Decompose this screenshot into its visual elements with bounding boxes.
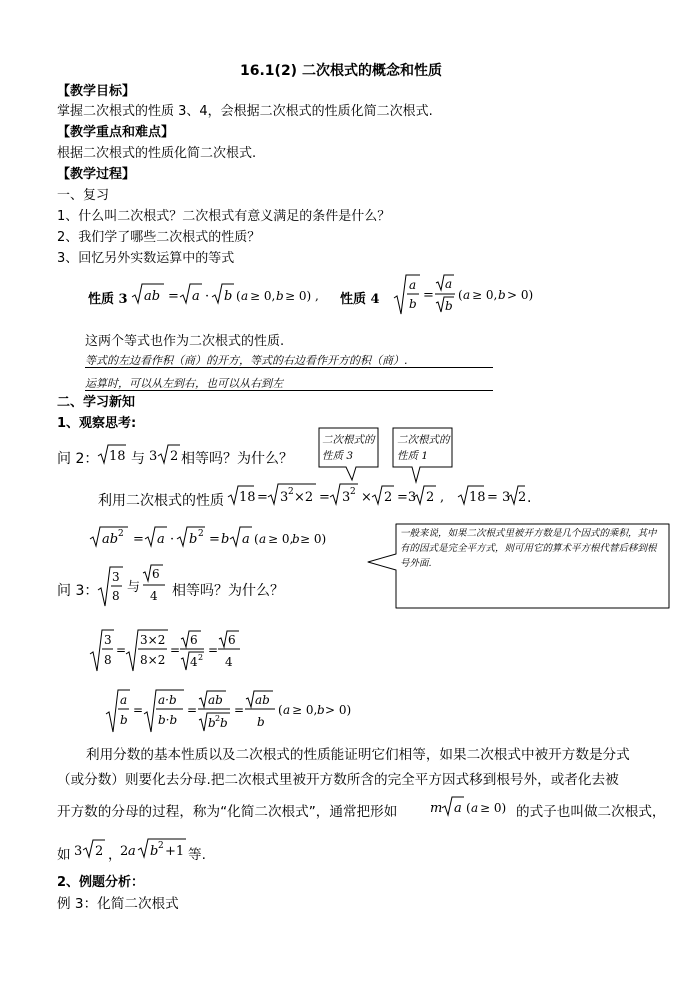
key-header: 【教学重点和难点】 xyxy=(57,125,175,140)
svg-text:≥ 0): ≥ 0) xyxy=(285,289,312,303)
svg-text:(: ( xyxy=(254,532,259,546)
svg-text:3: 3 xyxy=(149,449,158,464)
svg-text:b: b xyxy=(208,716,216,730)
svg-text:2: 2 xyxy=(120,844,129,859)
paragraph-line-3a: 开方数的分母的过程，称为“化简二次根式”，通常把形如 xyxy=(57,804,398,820)
svg-text:8: 8 xyxy=(112,589,120,603)
svg-text:2: 2 xyxy=(158,841,164,851)
svg-text:18: 18 xyxy=(469,490,486,505)
example-3-text: 例 3：化简二次根式 xyxy=(57,896,179,912)
svg-text:=: = xyxy=(209,532,220,547)
q3-suffix: 相等吗？为什么？ xyxy=(172,583,284,599)
svg-text:6: 6 xyxy=(152,567,160,581)
svg-text:=: = xyxy=(319,490,330,505)
svg-text:8: 8 xyxy=(104,653,112,667)
svg-text:a: a xyxy=(241,289,249,303)
svg-text:a: a xyxy=(128,844,136,859)
svg-text:,: , xyxy=(315,289,319,303)
svg-text:ab: ab xyxy=(144,289,161,304)
svg-text:=: = xyxy=(208,643,219,657)
svg-text:3: 3 xyxy=(104,633,112,647)
svg-text:> 0): > 0) xyxy=(325,703,352,717)
svg-text:=: = xyxy=(423,288,434,303)
svg-text:,: , xyxy=(440,490,445,505)
svg-text:b: b xyxy=(276,289,284,303)
paragraph-line-4a: 如 xyxy=(57,847,71,863)
svg-text:b: b xyxy=(120,713,128,727)
svg-text:b: b xyxy=(220,716,228,730)
prop3-formula xyxy=(130,280,330,310)
review-q2: 2、我们学了哪些二次根式的性质？ xyxy=(57,230,261,245)
svg-text:a: a xyxy=(283,703,291,717)
review-note: 这两个等式也作为二次根式的性质. xyxy=(85,334,285,349)
svg-text:4: 4 xyxy=(190,655,198,669)
svg-text:2: 2 xyxy=(215,714,221,723)
svg-text:a: a xyxy=(192,289,200,304)
svg-text:×: × xyxy=(361,490,372,505)
paragraph-line-4c: 等. xyxy=(188,847,206,863)
m-sqrt-a-formula xyxy=(430,792,516,820)
svg-text:2: 2 xyxy=(170,449,179,464)
svg-text:b: b xyxy=(317,703,325,717)
review-q3: 3、回忆另外实数运算中的等式 xyxy=(57,251,235,266)
svg-text:≥ 0): ≥ 0) xyxy=(480,801,507,815)
svg-text:ab: ab xyxy=(208,693,223,707)
q2-mid: 与 xyxy=(131,451,145,467)
svg-text:> 0): > 0) xyxy=(507,288,534,302)
q2-suffix: 相等吗？为什么？ xyxy=(181,451,293,467)
svg-text:b: b xyxy=(292,532,300,546)
svg-text:≥ 0,: ≥ 0, xyxy=(268,532,294,546)
svg-text:ab: ab xyxy=(102,532,119,547)
review-heading: 一、复习 xyxy=(57,188,110,203)
q3-prefix: 问 3： xyxy=(57,583,99,599)
svg-text:≥ 0): ≥ 0) xyxy=(300,532,327,546)
svg-text:b: b xyxy=(150,844,159,859)
svg-text:b: b xyxy=(221,532,230,547)
divider-1 xyxy=(85,367,493,368)
svg-text:=3: =3 xyxy=(397,490,417,505)
svg-text:a: a xyxy=(259,532,267,546)
svg-text:18: 18 xyxy=(109,449,126,464)
bubble-property-1: 二次根式的性质 1 xyxy=(397,434,450,462)
svg-text:与: 与 xyxy=(127,580,141,595)
divider-2 xyxy=(85,390,493,391)
svg-text:4: 4 xyxy=(150,589,158,603)
bubble-property-3: 二次根式的性质 3 xyxy=(322,434,375,462)
svg-text:≥ 0,: ≥ 0, xyxy=(292,703,318,717)
handwritten-note-1: 等式的左边看作积（商）的开方，等式的右边看作开方的积（商）. xyxy=(85,354,408,367)
new-heading: 二、学习新知 xyxy=(57,395,136,410)
svg-text:= 3: = 3 xyxy=(487,490,511,505)
prop4-formula xyxy=(392,272,552,318)
svg-text:m: m xyxy=(430,801,443,816)
svg-text:=: = xyxy=(170,643,181,657)
svg-text:3×2: 3×2 xyxy=(140,633,166,647)
svg-text:2: 2 xyxy=(198,529,204,539)
svg-text:18: 18 xyxy=(239,490,256,505)
example-3sqrt2 xyxy=(72,836,112,862)
observe-heading: 1、观察思考: xyxy=(57,416,137,431)
svg-text:=: = xyxy=(168,289,179,304)
paragraph-line-1: 利用分数的基本性质以及二次根式的性质能证明它们相等，如果二次根式中被开方数是分式 xyxy=(86,747,630,763)
example-2a-sqrt xyxy=(118,836,198,862)
paragraph-line-3b: 的式子也叫做二次根式， xyxy=(516,804,666,820)
svg-text:ab: ab xyxy=(255,693,270,707)
svg-text:(: ( xyxy=(466,801,471,815)
svg-text:a: a xyxy=(157,532,165,547)
svg-text:8×2: 8×2 xyxy=(140,653,166,667)
svg-text:b: b xyxy=(445,299,453,313)
q3-derivation xyxy=(88,626,248,676)
svg-text:=: = xyxy=(133,532,144,547)
general-derivation xyxy=(104,686,374,738)
svg-text:b: b xyxy=(257,715,265,729)
q2-derivation xyxy=(226,480,526,510)
svg-text:3: 3 xyxy=(280,490,289,505)
goal-text: 掌握二次根式的性质 3、4，会根据二次根式的性质化简二次根式. xyxy=(57,104,433,119)
svg-text:2: 2 xyxy=(384,490,393,505)
svg-text:a: a xyxy=(242,532,250,547)
svg-text:2: 2 xyxy=(350,487,356,497)
paragraph-line-2: （或分数）则要化去分母.把二次根式里被开方数所含的完全平方因式移到根号外，或者化去被 xyxy=(57,772,619,788)
svg-text:≥ 0,: ≥ 0, xyxy=(472,288,498,302)
svg-text:=: = xyxy=(116,643,127,657)
prop4-label: 性质 4 xyxy=(340,292,380,307)
q2-prefix: 问 2： xyxy=(57,451,99,467)
example-heading: 2、例题分析： xyxy=(57,875,145,890)
svg-text:2: 2 xyxy=(95,844,104,859)
svg-text:a·b: a·b xyxy=(158,693,177,707)
use-property-prefix: 利用二次根式的性质 xyxy=(98,493,224,509)
svg-text:+1: +1 xyxy=(165,844,185,859)
key-text: 根据二次根式的性质化简二次根式. xyxy=(57,146,257,161)
goal-header: 【教学目标】 xyxy=(57,84,136,99)
svg-text:b: b xyxy=(498,288,506,302)
svg-text:2: 2 xyxy=(198,653,204,662)
svg-text:6: 6 xyxy=(190,633,198,647)
ab2-formula xyxy=(88,524,328,552)
svg-text:=: = xyxy=(133,703,144,717)
bubble-factor-text: 一般来说，如果二次根式里被开方数是几个因式的乘积，其中有的因式是完全平方式，则可用它的算术平方根代替后移到根号外面. xyxy=(400,528,657,569)
svg-text:(: ( xyxy=(278,703,283,717)
paragraph-line-4b: ， xyxy=(108,847,122,863)
svg-text:×2: ×2 xyxy=(294,490,314,505)
svg-text:=: = xyxy=(187,703,198,717)
svg-text:·: · xyxy=(170,532,175,547)
svg-text:a: a xyxy=(463,288,471,302)
handwritten-note-2: 运算时，可以从左到右，也可以从右到左 xyxy=(85,377,283,390)
svg-text:b: b xyxy=(224,289,233,304)
svg-text:2: 2 xyxy=(288,487,294,497)
svg-text:b·b: b·b xyxy=(158,713,178,727)
svg-text:a: a xyxy=(454,801,462,816)
period: . xyxy=(527,490,532,506)
svg-text:=: = xyxy=(257,490,268,505)
svg-text:b: b xyxy=(189,532,198,547)
process-header: 【教学过程】 xyxy=(57,167,136,182)
svg-text:6: 6 xyxy=(228,633,236,647)
svg-text:b: b xyxy=(409,297,417,311)
page-title: 16.1(2) 二次根式的概念和性质 xyxy=(240,63,442,79)
svg-text:a: a xyxy=(445,277,453,291)
svg-text:=: = xyxy=(234,703,245,717)
review-q1: 1、什么叫二次根式？二次根式有意义满足的条件是什么？ xyxy=(57,209,391,224)
svg-text:(: ( xyxy=(458,288,463,302)
svg-text:(: ( xyxy=(236,289,241,303)
svg-text:a: a xyxy=(120,693,128,707)
prop3-label: 性质 3 xyxy=(88,292,128,307)
svg-text:a: a xyxy=(409,278,417,292)
svg-text:3: 3 xyxy=(342,490,351,505)
svg-text:2: 2 xyxy=(518,490,526,505)
svg-text:3: 3 xyxy=(74,844,83,859)
svg-text:3: 3 xyxy=(112,570,120,584)
svg-text:2: 2 xyxy=(426,490,435,505)
svg-text:4: 4 xyxy=(225,655,233,669)
svg-text:a: a xyxy=(471,801,479,815)
svg-text:2: 2 xyxy=(118,529,124,539)
svg-text:≥ 0,: ≥ 0, xyxy=(250,289,276,303)
svg-text:·: · xyxy=(205,289,210,304)
q3-formula-right xyxy=(141,562,171,608)
